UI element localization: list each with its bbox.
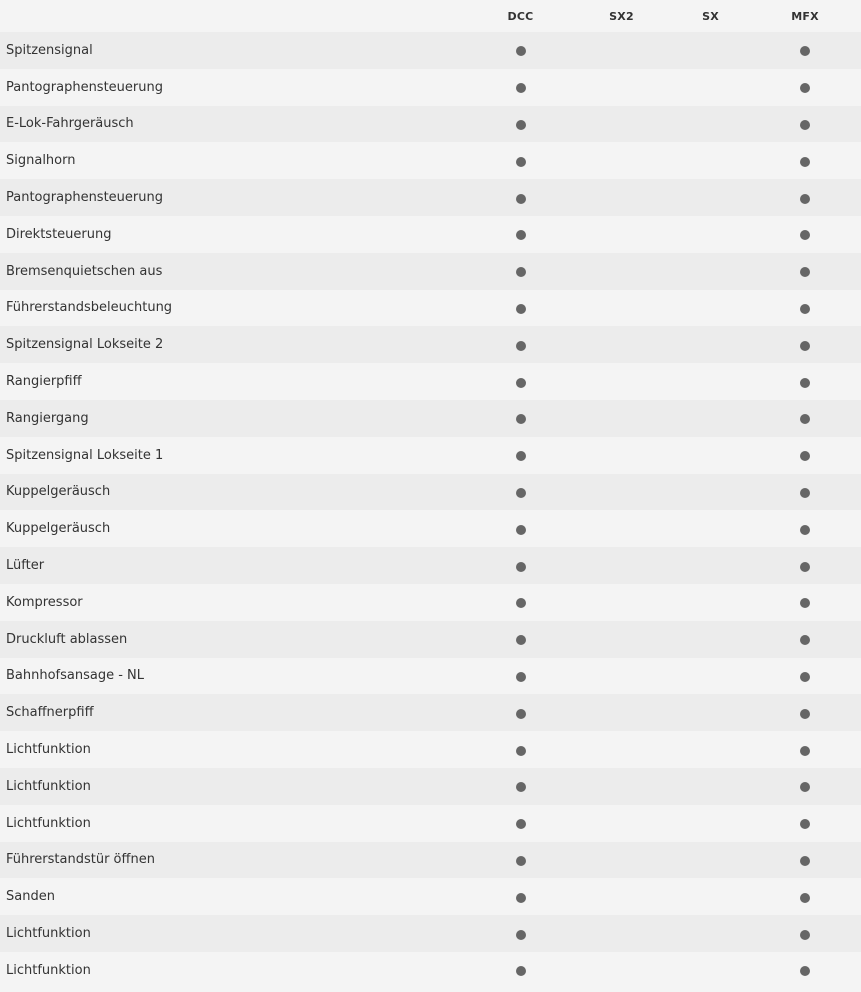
cell-dcc (470, 372, 571, 391)
column-header-sx: SX (702, 9, 719, 23)
table-row (0, 290, 861, 327)
cell-dcc (470, 114, 571, 133)
function-label: Kuppelgeräusch (6, 485, 111, 499)
cell-dcc (470, 924, 571, 943)
column-header-sx2: SX2 (609, 9, 634, 23)
filled-circle-icon (516, 451, 526, 461)
table-row (0, 621, 861, 658)
table-row (0, 142, 861, 179)
filled-circle-icon (800, 893, 810, 903)
cell-mfx (749, 335, 861, 354)
cell-dcc (470, 850, 571, 869)
cell-dcc (470, 519, 571, 538)
cell-mfx (749, 740, 861, 759)
table-row (0, 952, 861, 989)
filled-circle-icon (800, 83, 810, 93)
table-row (0, 474, 861, 511)
filled-circle-icon (516, 746, 526, 756)
filled-circle-icon (800, 120, 810, 130)
filled-circle-icon (800, 267, 810, 277)
table-row (0, 510, 861, 547)
column-header-mfx: MFX (791, 9, 819, 23)
table-row (0, 842, 861, 879)
cell-mfx (749, 446, 861, 465)
filled-circle-icon (800, 746, 810, 756)
cell-dcc (470, 78, 571, 97)
function-label: Spitzensignal Lokseite 1 (6, 448, 164, 462)
cell-dcc (470, 188, 571, 207)
function-label: E-Lok-Fahrgeräusch (6, 117, 134, 131)
table-row (0, 658, 861, 695)
function-label: Lüfter (6, 559, 45, 573)
function-label: Pantographensteuerung (6, 80, 163, 94)
table-row (0, 694, 861, 731)
filled-circle-icon (800, 709, 810, 719)
filled-circle-icon (800, 378, 810, 388)
cell-dcc (470, 630, 571, 649)
filled-circle-icon (800, 414, 810, 424)
table-row (0, 32, 861, 69)
table-row (0, 437, 861, 474)
cell-dcc (470, 556, 571, 575)
cell-dcc (470, 740, 571, 759)
filled-circle-icon (800, 304, 810, 314)
filled-circle-icon (800, 635, 810, 645)
filled-circle-icon (800, 525, 810, 535)
filled-circle-icon (800, 230, 810, 240)
cell-dcc (470, 887, 571, 906)
table-body (0, 32, 861, 989)
cell-mfx (749, 372, 861, 391)
cell-dcc (470, 262, 571, 281)
function-label: Kompressor (6, 595, 83, 609)
cell-mfx (749, 850, 861, 869)
cell-mfx (749, 151, 861, 170)
filled-circle-icon (516, 819, 526, 829)
cell-dcc (470, 335, 571, 354)
function-label: Rangiergang (6, 411, 89, 425)
function-label: Lichtfunktion (6, 816, 91, 830)
filled-circle-icon (516, 230, 526, 240)
function-label: Lichtfunktion (6, 743, 91, 757)
filled-circle-icon (516, 414, 526, 424)
cell-mfx (749, 814, 861, 833)
cell-mfx (749, 262, 861, 281)
function-label: Druckluft ablassen (6, 632, 128, 646)
cell-dcc (470, 409, 571, 428)
table-row (0, 106, 861, 143)
table-header (0, 0, 861, 32)
cell-mfx (749, 225, 861, 244)
filled-circle-icon (800, 194, 810, 204)
cell-dcc (470, 814, 571, 833)
cell-mfx (749, 630, 861, 649)
table-row (0, 731, 861, 768)
filled-circle-icon (516, 930, 526, 940)
table-row (0, 69, 861, 106)
filled-circle-icon (516, 194, 526, 204)
filled-circle-icon (516, 635, 526, 645)
cell-mfx (749, 777, 861, 796)
table-row (0, 326, 861, 363)
cell-dcc (470, 298, 571, 317)
filled-circle-icon (516, 46, 526, 56)
cell-dcc (470, 446, 571, 465)
filled-circle-icon (800, 157, 810, 167)
function-label: Bahnhofsansage - NL (6, 669, 145, 683)
filled-circle-icon (516, 157, 526, 167)
cell-mfx (749, 961, 861, 980)
function-label: Pantographensteuerung (6, 191, 163, 205)
table-row (0, 878, 861, 915)
table-row (0, 216, 861, 253)
function-label: Führerstandstür öffnen (6, 853, 155, 867)
function-label: Spitzensignal Lokseite 2 (6, 338, 164, 352)
filled-circle-icon (516, 304, 526, 314)
filled-circle-icon (800, 819, 810, 829)
cell-mfx (749, 114, 861, 133)
cell-mfx (749, 519, 861, 538)
function-label: Führerstandsbeleuchtung (6, 301, 173, 315)
table-row (0, 179, 861, 216)
cell-mfx (749, 666, 861, 685)
cell-dcc (470, 225, 571, 244)
filled-circle-icon (800, 488, 810, 498)
filled-circle-icon (516, 341, 526, 351)
table-row (0, 584, 861, 621)
filled-circle-icon (800, 672, 810, 682)
cell-mfx (749, 482, 861, 501)
cell-dcc (470, 666, 571, 685)
filled-circle-icon (800, 598, 810, 608)
filled-circle-icon (516, 83, 526, 93)
function-label: Lichtfunktion (6, 927, 91, 941)
filled-circle-icon (516, 782, 526, 792)
cell-mfx (749, 703, 861, 722)
cell-mfx (749, 556, 861, 575)
function-label: Sanden (6, 890, 55, 904)
cell-mfx (749, 188, 861, 207)
filled-circle-icon (800, 46, 810, 56)
cell-mfx (749, 593, 861, 612)
filled-circle-icon (800, 782, 810, 792)
filled-circle-icon (516, 378, 526, 388)
filled-circle-icon (516, 672, 526, 682)
filled-circle-icon (516, 562, 526, 572)
cell-dcc (470, 703, 571, 722)
cell-mfx (749, 409, 861, 428)
cell-dcc (470, 593, 571, 612)
function-label: Bremsenquietschen aus (6, 264, 163, 278)
filled-circle-icon (800, 966, 810, 976)
filled-circle-icon (516, 267, 526, 277)
function-label: Spitzensignal (6, 43, 93, 57)
table-row (0, 915, 861, 952)
cell-dcc (470, 41, 571, 60)
function-label: Rangierpfiff (6, 375, 82, 389)
filled-circle-icon (800, 562, 810, 572)
filled-circle-icon (516, 598, 526, 608)
filled-circle-icon (516, 966, 526, 976)
filled-circle-icon (516, 525, 526, 535)
cell-mfx (749, 298, 861, 317)
cell-mfx (749, 78, 861, 97)
column-header-dcc: DCC (507, 9, 534, 23)
cell-mfx (749, 887, 861, 906)
filled-circle-icon (516, 893, 526, 903)
function-label: Kuppelgeräusch (6, 522, 111, 536)
cell-dcc (470, 482, 571, 501)
filled-circle-icon (516, 488, 526, 498)
cell-mfx (749, 924, 861, 943)
cell-dcc (470, 961, 571, 980)
table-row (0, 400, 861, 437)
filled-circle-icon (800, 856, 810, 866)
function-label: Lichtfunktion (6, 963, 91, 977)
function-label: Schaffnerpfiff (6, 706, 94, 720)
filled-circle-icon (800, 341, 810, 351)
function-label: Lichtfunktion (6, 779, 91, 793)
filled-circle-icon (516, 709, 526, 719)
cell-mfx (749, 41, 861, 60)
table-row (0, 253, 861, 290)
filled-circle-icon (516, 120, 526, 130)
cell-dcc (470, 777, 571, 796)
filled-circle-icon (800, 930, 810, 940)
cell-dcc (470, 151, 571, 170)
filled-circle-icon (800, 451, 810, 461)
table-row (0, 805, 861, 842)
function-label: Signalhorn (6, 154, 76, 168)
table-row (0, 547, 861, 584)
table-row (0, 363, 861, 400)
table-row (0, 768, 861, 805)
function-label: Direktsteuerung (6, 227, 112, 241)
filled-circle-icon (516, 856, 526, 866)
